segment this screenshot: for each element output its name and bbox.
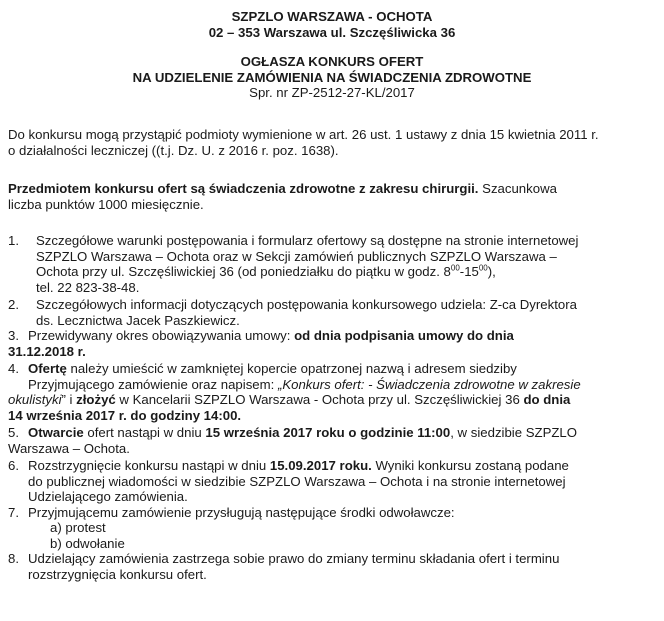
list-item — [8, 328, 653, 359]
item-text: Przyjmującego zamówienie oraz napisem: — [28, 376, 278, 392]
list-item — [8, 505, 653, 552]
list-item — [8, 458, 653, 505]
intro-line-2: o działalności leczniczej ((t.j. Dz. U. z 2016 r. poz. 1638). — [8, 142, 339, 158]
list-item — [8, 551, 653, 582]
item-text: Warszawa – Ochota. — [8, 440, 130, 456]
item-text: rozstrzygnięcia konkursu ofert. — [28, 566, 207, 582]
item-number: 2. — [8, 297, 19, 312]
header-block — [0, 9, 664, 40]
item-italic: „Konkurs ofert: - Świadczenia zdrowotne w zakresie — [277, 376, 581, 392]
item-text: tel. 22 823-38-48. — [36, 279, 140, 295]
item-text: Przyjmującemu zamówienie przysługują następujące środki odwoławcze: — [28, 504, 455, 520]
subject-line-2: liczba punktów 1000 miesięcznie. — [8, 196, 204, 212]
org-name: SZPZLO WARSZAWA - OCHOTA — [231, 9, 433, 24]
announce-line-1: OGŁASZA KONKURS OFERT — [240, 54, 424, 69]
list-item — [8, 425, 653, 456]
item-text: w Kancelarii SZPZLO Warszawa - Ochota przy ul. Szczęśliwickiej 36 — [115, 392, 524, 407]
intro-paragraph — [8, 127, 652, 158]
item-number: 1. — [8, 233, 19, 248]
item-text: Ochota przy ul. Szczęśliwickiej 36 (od poniedziałku do piątku w godz. 8 — [36, 264, 451, 279]
item-text: -15 — [459, 264, 479, 279]
item-text: Udzielający zamówienia zastrzega sobie prawo do zmiany terminu składania ofert i terminu — [28, 551, 560, 566]
item-number: 4. — [8, 361, 19, 376]
item-text: do publicznej wiadomości w siedzibie SZPZLO Warszawa – Ochota i na stronie internetowej — [28, 473, 566, 489]
subject-rest: Szacunkowa — [478, 181, 557, 196]
list-item — [8, 233, 653, 295]
item-bold: od dnia podpisania umowy do dnia — [294, 328, 514, 343]
item-text: Szczegółowych informacji dotyczących postępowania konkursowego udziela: Z-ca Dyrektora — [36, 297, 577, 312]
subject-paragraph — [8, 181, 652, 212]
item-text: Rozstrzygnięcie konkursu nastąpi w dniu — [28, 458, 270, 473]
list-item — [8, 297, 653, 328]
conditions-list — [8, 233, 653, 582]
item-text: SZPZLO Warszawa – Ochota oraz w Sekcji zamówień publicznych SZPZLO Warszawa – — [36, 248, 557, 264]
org-address: 02 – 353 Warszawa ul. Szczęśliwicka 36 — [208, 24, 456, 40]
item-number: 7. — [8, 504, 19, 520]
item-text: ds. Lecznictwa Jacek Paszkiewicz. — [36, 312, 240, 328]
item-text: ofert nastąpi w dniu — [83, 425, 206, 440]
item-bold: Otwarcie — [28, 425, 84, 440]
item-number: 3. — [8, 328, 19, 343]
item-text: Szczegółowe warunki postępowania i formularz ofertowy są dostępne na stronie internetowej — [36, 233, 579, 248]
item-bold: Ofertę — [28, 361, 67, 376]
item-bold: złożyć — [76, 392, 116, 407]
sub-item-odwolanie: b) odwołanie — [50, 535, 125, 551]
subject-bold: Przedmiotem konkursu ofert są świadczenia zdrowotne z zakresu chirurgii. — [8, 181, 479, 196]
item-bold: 15 września 2017 roku o godzinie 11:00 — [205, 425, 451, 440]
item-italic: okulistyki — [8, 392, 62, 407]
item-number: 6. — [8, 458, 19, 473]
item-text: należy umieścić w zamkniętej kopercie opatrzonej nazwą i adresem siedziby — [66, 361, 517, 376]
item-text: ), — [487, 264, 496, 279]
item-text: Przewidywany okres obowiązywania umowy: — [28, 328, 295, 343]
superscript: 00 — [478, 263, 488, 273]
item-bold: 14 września 2017 r. do godziny 14:00. — [8, 407, 242, 423]
reference-number: Spr. nr ZP-2512-27-KL/2017 — [249, 85, 415, 100]
announce-line-2: NA UDZIELENIE ZAMÓWIENIA NA ŚWIADCZENIA ZDROWOTNE — [132, 69, 532, 85]
item-bold: 31.12.2018 r. — [8, 343, 86, 359]
superscript: 00 — [450, 263, 460, 273]
item-bold: 15.09.2017 roku. — [269, 458, 372, 473]
intro-line-1: Do konkursu mogą przystąpić podmioty wymienione w art. 26 ust. 1 ustawy z dnia 15 kwietnia 2011 r. — [8, 127, 599, 142]
item-number: 8. — [8, 551, 19, 566]
sub-item-protest: a) protest — [50, 520, 106, 535]
list-item — [8, 361, 653, 423]
item-text: ” i — [61, 392, 77, 407]
item-text: Udzielającego zamówienia. — [28, 489, 188, 504]
item-text: , w siedzibie SZPZLO — [450, 425, 578, 440]
item-bold: do dnia — [523, 392, 571, 407]
item-text: Wyniki konkursu zostaną podane — [371, 458, 569, 473]
item-number: 5. — [8, 425, 19, 440]
announcement-block — [0, 54, 664, 101]
